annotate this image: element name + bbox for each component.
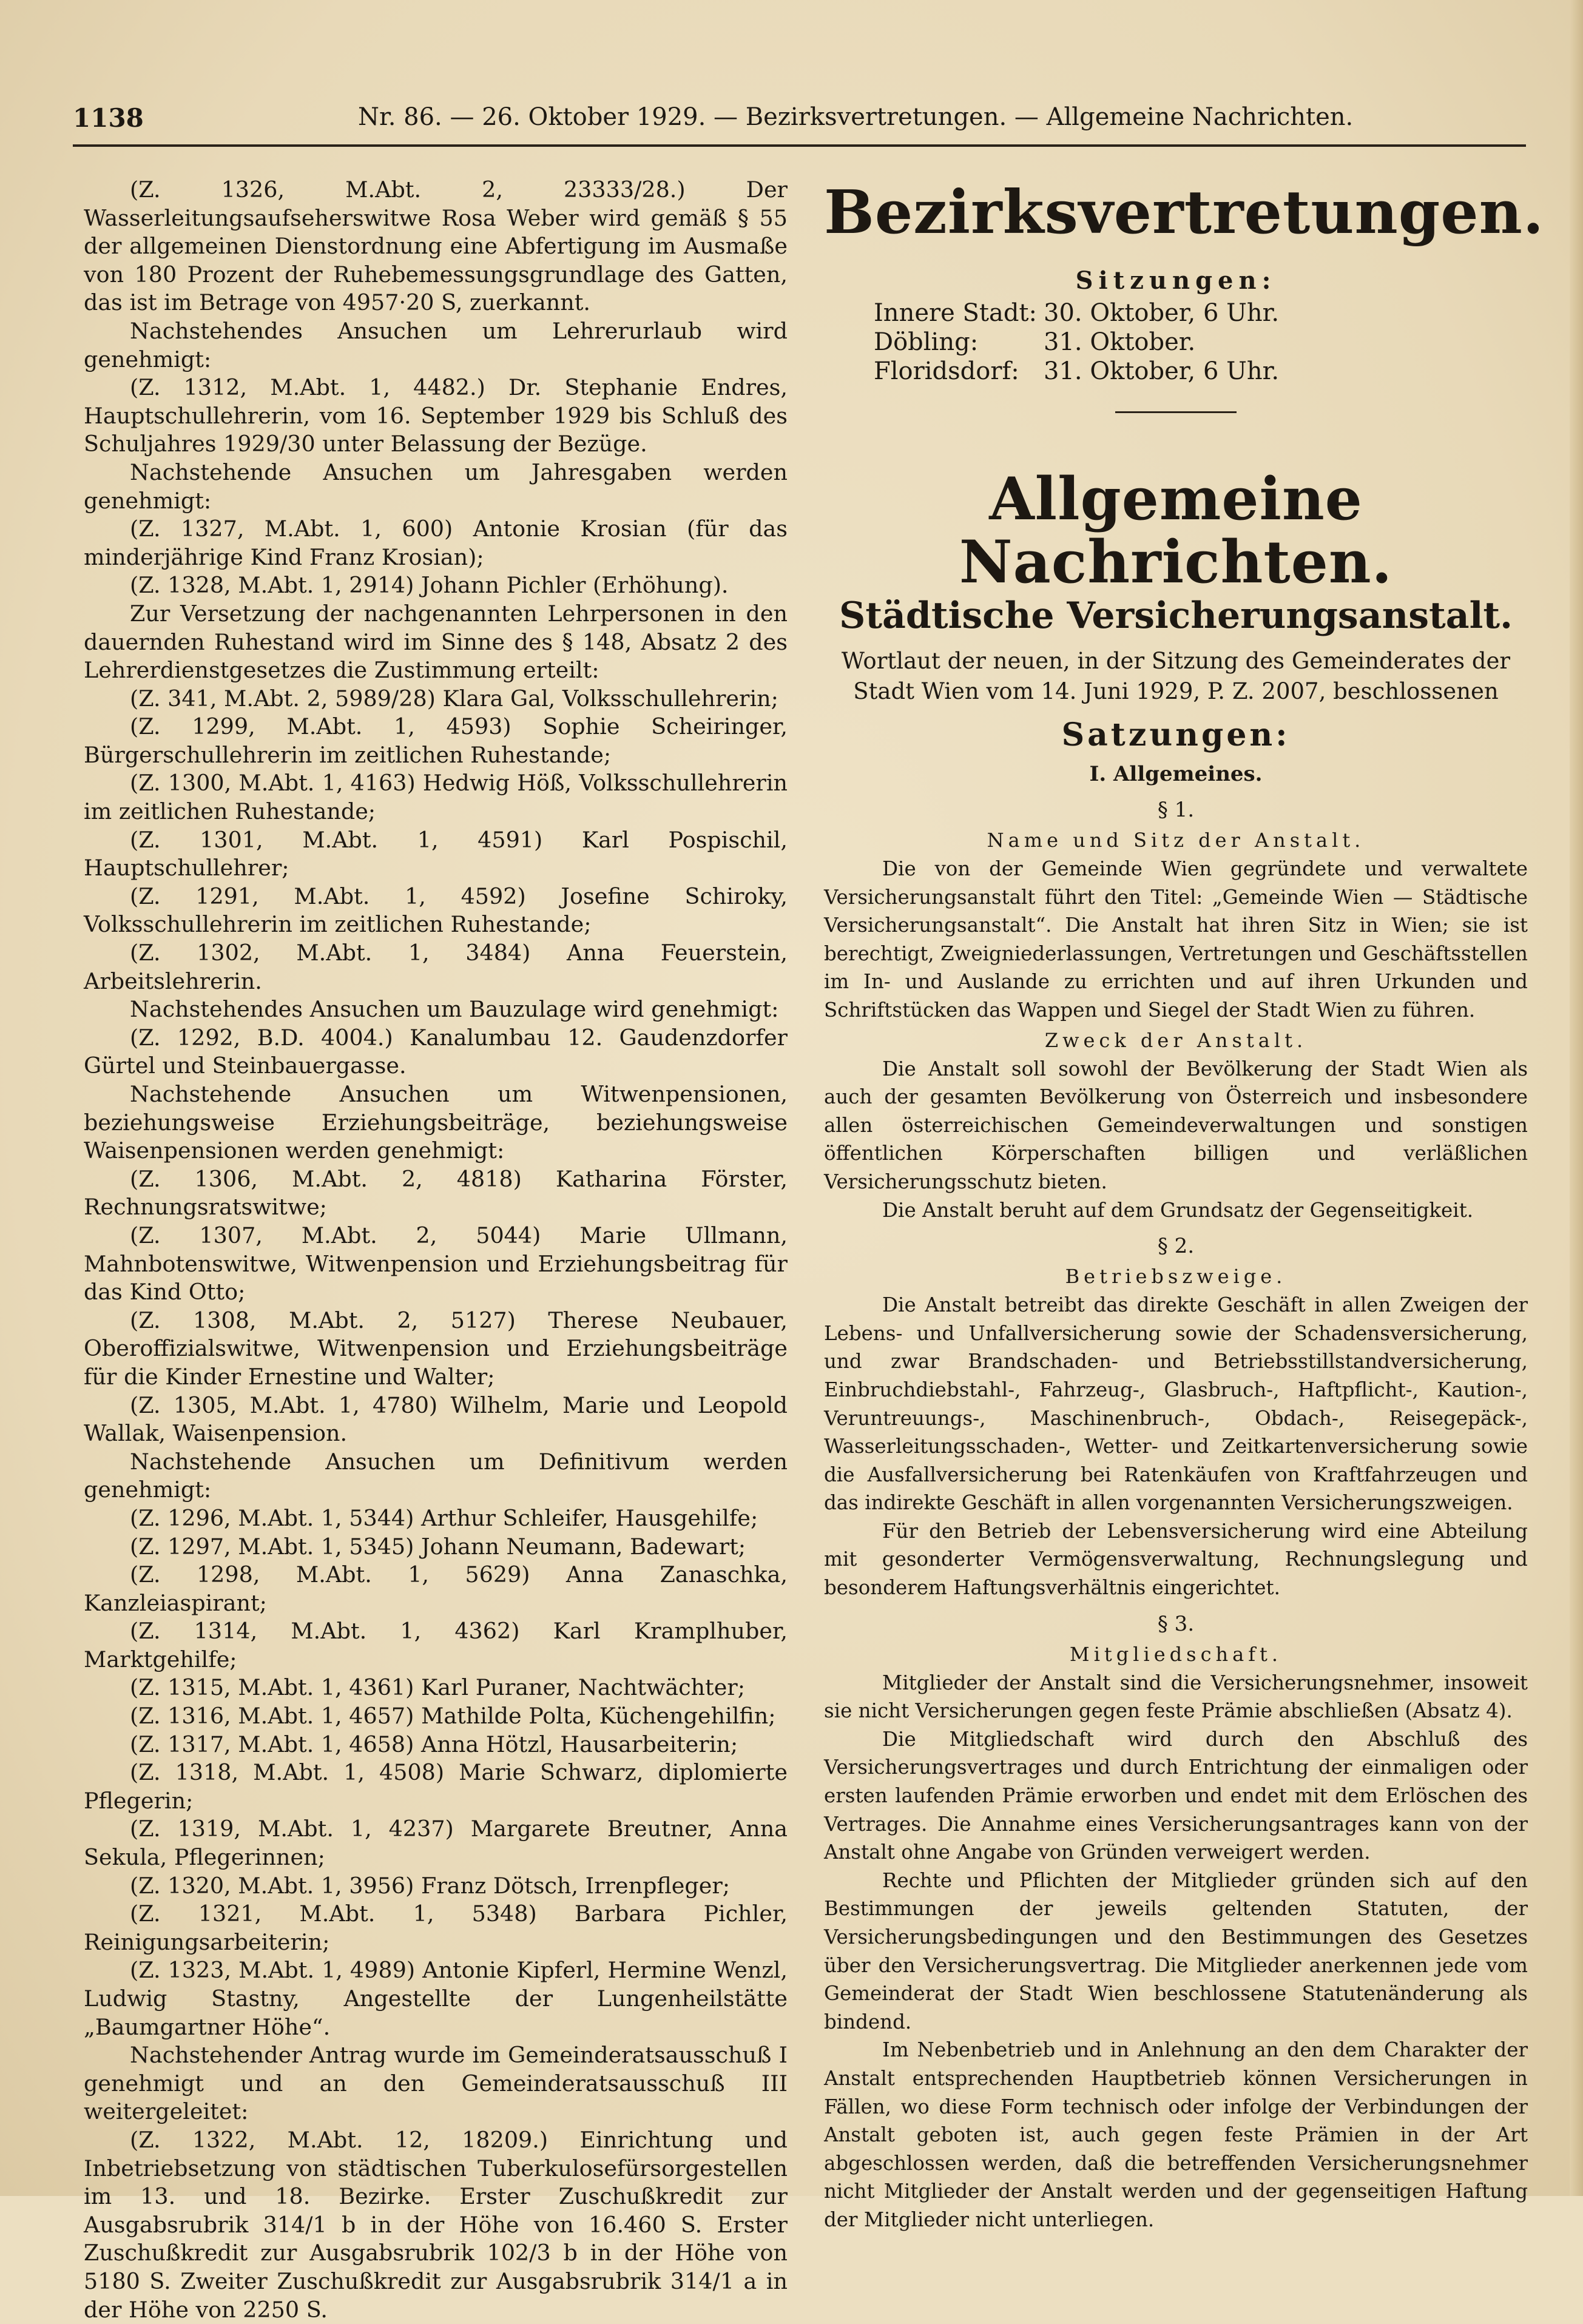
- left-paragraph: (Z. 1300, M.Abt. 1, 4163) Hedwig Höß, Volksschullehrerin im zeitlichen Ruhestande;: [84, 770, 788, 825]
- session-row: [874, 298, 1279, 328]
- session-district: Innere Stadt:: [874, 299, 1037, 327]
- left-paragraph: (Z. 1307, M.Abt. 2, 5044) Marie Ullmann, Mahnbotenswitwe, Witwenpension und Erziehungsbeitrag für das Kind Otto;: [84, 1222, 788, 1305]
- sitzungen-heading: Sitzungen:: [1075, 266, 1277, 295]
- left-paragraph: (Z. 1320, M.Abt. 1, 3956) Franz Dötsch, Irrenpfleger;: [130, 1872, 731, 1899]
- session-district: Döbling:: [874, 328, 979, 356]
- session-date: 30. Oktober, 6 Uhr.: [1044, 299, 1280, 327]
- left-paragraph: (Z. 1291, M.Abt. 1, 4592) Josefine Schiroky, Volksschullehrerin im zeitlichen Ruhestande;: [84, 883, 788, 938]
- session-date: 31. Oktober.: [1044, 328, 1196, 356]
- left-paragraph: (Z. 1297, M.Abt. 1, 5345) Johann Neumann, Badewart;: [130, 1533, 746, 1560]
- sessions-table: [874, 298, 1279, 386]
- paragraph-number: § 2.: [1157, 1234, 1195, 1259]
- left-paragraph: Nachstehende Ansuchen um Definitivum werden genehmigt:: [84, 1448, 788, 1503]
- left-paragraph: (Z. 1296, M.Abt. 1, 5344) Arthur Schleifer, Hausgehilfe;: [130, 1504, 758, 1531]
- left-paragraph: Nachstehendes Ansuchen um Lehrerurlaub wird genehmigt:: [84, 317, 788, 372]
- left-paragraph: (Z. 1328, M.Abt. 1, 2914) Johann Pichler (Erhöhung).: [130, 572, 729, 599]
- left-paragraph: (Z. 1299, M.Abt. 1, 4593) Sophie Scheiringer, Bürgerschullehrerin im zeitlichen Ruhestande;: [84, 713, 788, 768]
- running-head: Nr. 86. — 26. Oktober 1929. — Bezirksvertretungen. — Allgemeine Nachrichten.: [358, 103, 1354, 131]
- session-row: [874, 328, 1279, 357]
- page-edge: [1570, 0, 1583, 2196]
- section-divider: [1115, 411, 1237, 413]
- section-title-nachrichten: Allgemeine Nachrichten.: [959, 465, 1393, 596]
- left-paragraph: (Z. 341, M.Abt. 2, 5989/28) Klara Gal, Volksschullehrerin;: [130, 685, 778, 712]
- page-header: [73, 97, 1529, 146]
- left-paragraph: (Z. 1321, M.Abt. 1, 5348) Barbara Pichler, Reinigungsarbeiterin;: [84, 1901, 788, 1955]
- article-subtitle: Städtische Versicherungsanstalt.: [839, 594, 1513, 637]
- left-paragraph: (Z. 1302, M.Abt. 1, 3484) Anna Feuerstein, Arbeitslehrerin.: [84, 940, 788, 994]
- paragraph-heading: Betriebszweige.: [1065, 1265, 1287, 1288]
- left-paragraph: (Z. 1326, M.Abt. 2, 23333/28.) Der Wasserleitungsaufseherswitwe Rosa Weber wird gemäß § 55 der allgemeinen Dienstordnung eine Abfertigung im Ausmaße von 180 Prozent der Ruhebemessungsgrundlage des Gatten, das ist im Betrage von 4957·20 S, zuerkannt.: [84, 177, 788, 316]
- paragraph-number: § 3.: [1157, 1611, 1195, 1636]
- paragraph-text: Die Anstalt beruht auf dem Grundsatz der Gegenseitigkeit.: [882, 1198, 1474, 1222]
- article-intro: Wortlaut der neuen, in der Sitzung des Gemeinderates der Stadt Wien vom 14. Juni 1929, P. Z. 2007, beschlossenen: [841, 648, 1511, 704]
- session-district: Floridsdorf:: [874, 357, 1019, 385]
- left-paragraph: (Z. 1318, M.Abt. 1, 4508) Marie Schwarz, diplomierte Pflegerin;: [84, 1759, 788, 1814]
- left-paragraph: (Z. 1322, M.Abt. 12, 18209.) Einrichtung und Inbetriebsetzung von städtischen Tuberkulosefürsorgestellen im 13. und 18. Bezirke. Erster Zuschußkredit zur Ausgabsrubrik 314/1 b in der Höhe von 16.460 S. Erster Zuschußkredit zur Ausgabsrubrik 102/3 b in der Höhe von 5180 S. Zweiter Zuschußkredit zur Ausgabsrubrik 314/1 a in der Höhe von 2250 S.: [84, 2126, 788, 2323]
- page-number: 1138: [73, 103, 144, 133]
- paragraph-text: Die Anstalt betreibt das direkte Geschäft in allen Zweigen der Lebens- und Unfallversicherung sowie der Schadensversicherung, und zwar Brandschaden- und Betriebsstillstandversicherung, Einbruchdiebstahl-, Fahrzeug-, Glasbruch-, Haftpflicht-, Kaution-, Veruntreuungs-, Maschinenbruch-, Obdach-, Reisegepäck-, Wasserleitungsschaden-, Wetter- und Zeitkartenversicherung sowie die Ausfallversicherung bei Ratenkäufen von Kraftfahrzeugen und das indirekte Geschäft in allen vorgenannten Versicherungszweigen.: [824, 1293, 1528, 1515]
- left-paragraph: (Z. 1292, B.D. 4004.) Kanalumbau 12. Gaudenzdorfer Gürtel und Steinbauergasse.: [84, 1024, 788, 1079]
- satzungen-heading: Satzungen:: [1061, 716, 1291, 753]
- paragraph-heading: Name und Sitz der Anstalt.: [987, 829, 1365, 852]
- left-paragraph: (Z. 1312, M.Abt. 1, 4482.) Dr. Stephanie Endres, Hauptschullehrerin, vom 16. September 1929 bis Schluß des Schuljahres 1929/30 unter Belassung der Bezüge.: [84, 374, 788, 457]
- left-paragraph: Nachstehende Ansuchen um Jahresgaben werden genehmigt:: [84, 459, 788, 514]
- header-rule: [73, 144, 1526, 147]
- paragraph-heading: Zweck der Anstalt.: [1044, 1028, 1308, 1052]
- left-paragraph: (Z. 1305, M.Abt. 1, 4780) Wilhelm, Marie und Leopold Wallak, Waisenpension.: [84, 1392, 788, 1447]
- left-paragraph: (Z. 1308, M.Abt. 2, 5127) Therese Neubauer, Oberoffizialswitwe, Witwenpension und Erziehungsbeiträge für die Kinder Ernestine und Walter;: [84, 1307, 788, 1390]
- right-column: [824, 176, 1544, 2234]
- left-paragraph: Nachstehender Antrag wurde im Gemeinderatsausschuß I genehmigt und an den Gemeinderatsausschuß III weitergeleitet:: [84, 2042, 788, 2125]
- chapter-heading: I. Allgemeines.: [1089, 762, 1263, 786]
- session-row: [874, 357, 1279, 386]
- left-paragraph: (Z. 1323, M.Abt. 1, 4989) Antonie Kipferl, Hermine Wenzl, Ludwig Stastny, Angestellte der Lungenheilstätte „Baumgartner Höhe“.: [84, 1957, 788, 2040]
- paragraph-text: Im Nebenbetrieb und in Anlehnung an den dem Charakter der Anstalt entsprechenden Hauptbetrieb können Versicherungen in Fällen, wo diese Form technisch oder infolge der Verbindungen der Anstalt geboten ist, auch gegen feste Prämien in der Art abgeschlossen werden, daß die betreffenden Versicherungsnehmer nicht Mitglieder der Anstalt werden und der gegenseitigen Haftung der Mitglieder nicht unterliegen.: [824, 2038, 1528, 2231]
- session-date: 31. Oktober, 6 Uhr.: [1044, 357, 1280, 385]
- section-title-bezirksvertretungen: Bezirksvertretungen.: [824, 178, 1544, 248]
- left-paragraph: (Z. 1314, M.Abt. 1, 4362) Karl Kramplhuber, Marktgehilfe;: [84, 1618, 788, 1672]
- left-paragraph: Nachstehendes Ansuchen um Bauzulage wird genehmigt:: [130, 996, 779, 1023]
- left-paragraph: (Z. 1317, M.Abt. 1, 4658) Anna Hötzl, Hausarbeiterin;: [130, 1731, 738, 1757]
- left-paragraph: (Z. 1316, M.Abt. 1, 4657) Mathilde Polta, Küchengehilfin;: [130, 1703, 776, 1730]
- left-paragraph: (Z. 1298, M.Abt. 1, 5629) Anna Zanaschka, Kanzleiaspirant;: [84, 1561, 788, 1616]
- left-paragraph: Zur Versetzung der nachgenannten Lehrpersonen in den dauernden Ruhestand wird im Sinne des § 148, Absatz 2 des Lehrerdienstgesetzes die Zustimmung erteilt:: [84, 600, 788, 684]
- left-paragraph: Nachstehende Ansuchen um Witwenpensionen, beziehungsweise Erziehungsbeiträge, beziehungsweise Waisenpensionen werden genehmigt:: [84, 1081, 788, 1164]
- paragraph-text: Die Mitgliedschaft wird durch den Abschluß des Versicherungsvertrages und durch Entrichtung der einmaligen oder ersten laufenden Prämie erworben und endet mit dem Erlöschen des Vertrages. Die Annahme eines Versicherungsantrages kann von der Anstalt ohne Angabe von Gründen verweigert werden.: [824, 1727, 1528, 1864]
- left-column: [84, 176, 788, 2324]
- paragraph-text: Die von der Gemeinde Wien gegründete und verwaltete Versicherungsanstalt führt den Titel: „Gemeinde Wien — Städtische Versicherungsanstalt“. Die Anstalt hat ihren Sitz in Wien; sie ist berechtigt, Zweigniederlassungen, Vertretungen und Geschäftsstellen im In- und Auslande zu errichten und auf ihren Urkunden und Schriftstücken das Wappen und Siegel der Stadt Wien zu führen.: [824, 857, 1528, 1022]
- paragraph-heading: Mitgliedschaft.: [1069, 1642, 1283, 1666]
- paragraph-number: § 1.: [1157, 798, 1195, 822]
- paragraph-text: Für den Betrieb der Lebensversicherung wird eine Abteilung mit gesonderter Vermögensverwaltung, Rechnungslegung und besonderem Haftungsverhältnis eingerichtet.: [824, 1519, 1528, 1600]
- paragraph-text: Rechte und Pflichten der Mitglieder gründen sich auf den Bestimmungen der jeweils geltenden Statuten, der Versicherungsbedingungen und den Bestimmungen des Gesetzes über den Versicherungsvertrag. Die Mitglieder anerkennen jede vom Gemeinderat der Stadt Wien beschlossene Statutenänderung als bindend.: [824, 1868, 1528, 2033]
- left-paragraph: (Z. 1319, M.Abt. 1, 4237) Margarete Breutner, Anna Sekula, Pflegerinnen;: [84, 1816, 788, 1871]
- left-paragraph: (Z. 1315, M.Abt. 1, 4361) Karl Puraner, Nachtwächter;: [130, 1674, 746, 1701]
- paragraph-text: Mitglieder der Anstalt sind die Versicherungsnehmer, insoweit sie nicht Versicherungen gegen feste Prämie abschließen (Absatz 4).: [824, 1671, 1528, 1723]
- left-paragraph: (Z. 1301, M.Abt. 1, 4591) Karl Pospischil, Hauptschullehrer;: [84, 826, 788, 881]
- left-paragraph: (Z. 1327, M.Abt. 1, 600) Antonie Krosian (für das minderjährige Kind Franz Krosian);: [84, 516, 788, 570]
- paragraph-text: Die Anstalt soll sowohl der Bevölkerung der Stadt Wien als auch der gesamten Bevölkerung von Österreich und insbesondere allen österreichischen Gemeindeverwaltungen und sonstigen öffentlichen Körperschaften billigen und verläßlichen Versicherungsschutz bieten.: [824, 1057, 1528, 1193]
- left-paragraph: (Z. 1306, M.Abt. 2, 4818) Katharina Förster, Rechnungsratswitwe;: [84, 1165, 788, 1221]
